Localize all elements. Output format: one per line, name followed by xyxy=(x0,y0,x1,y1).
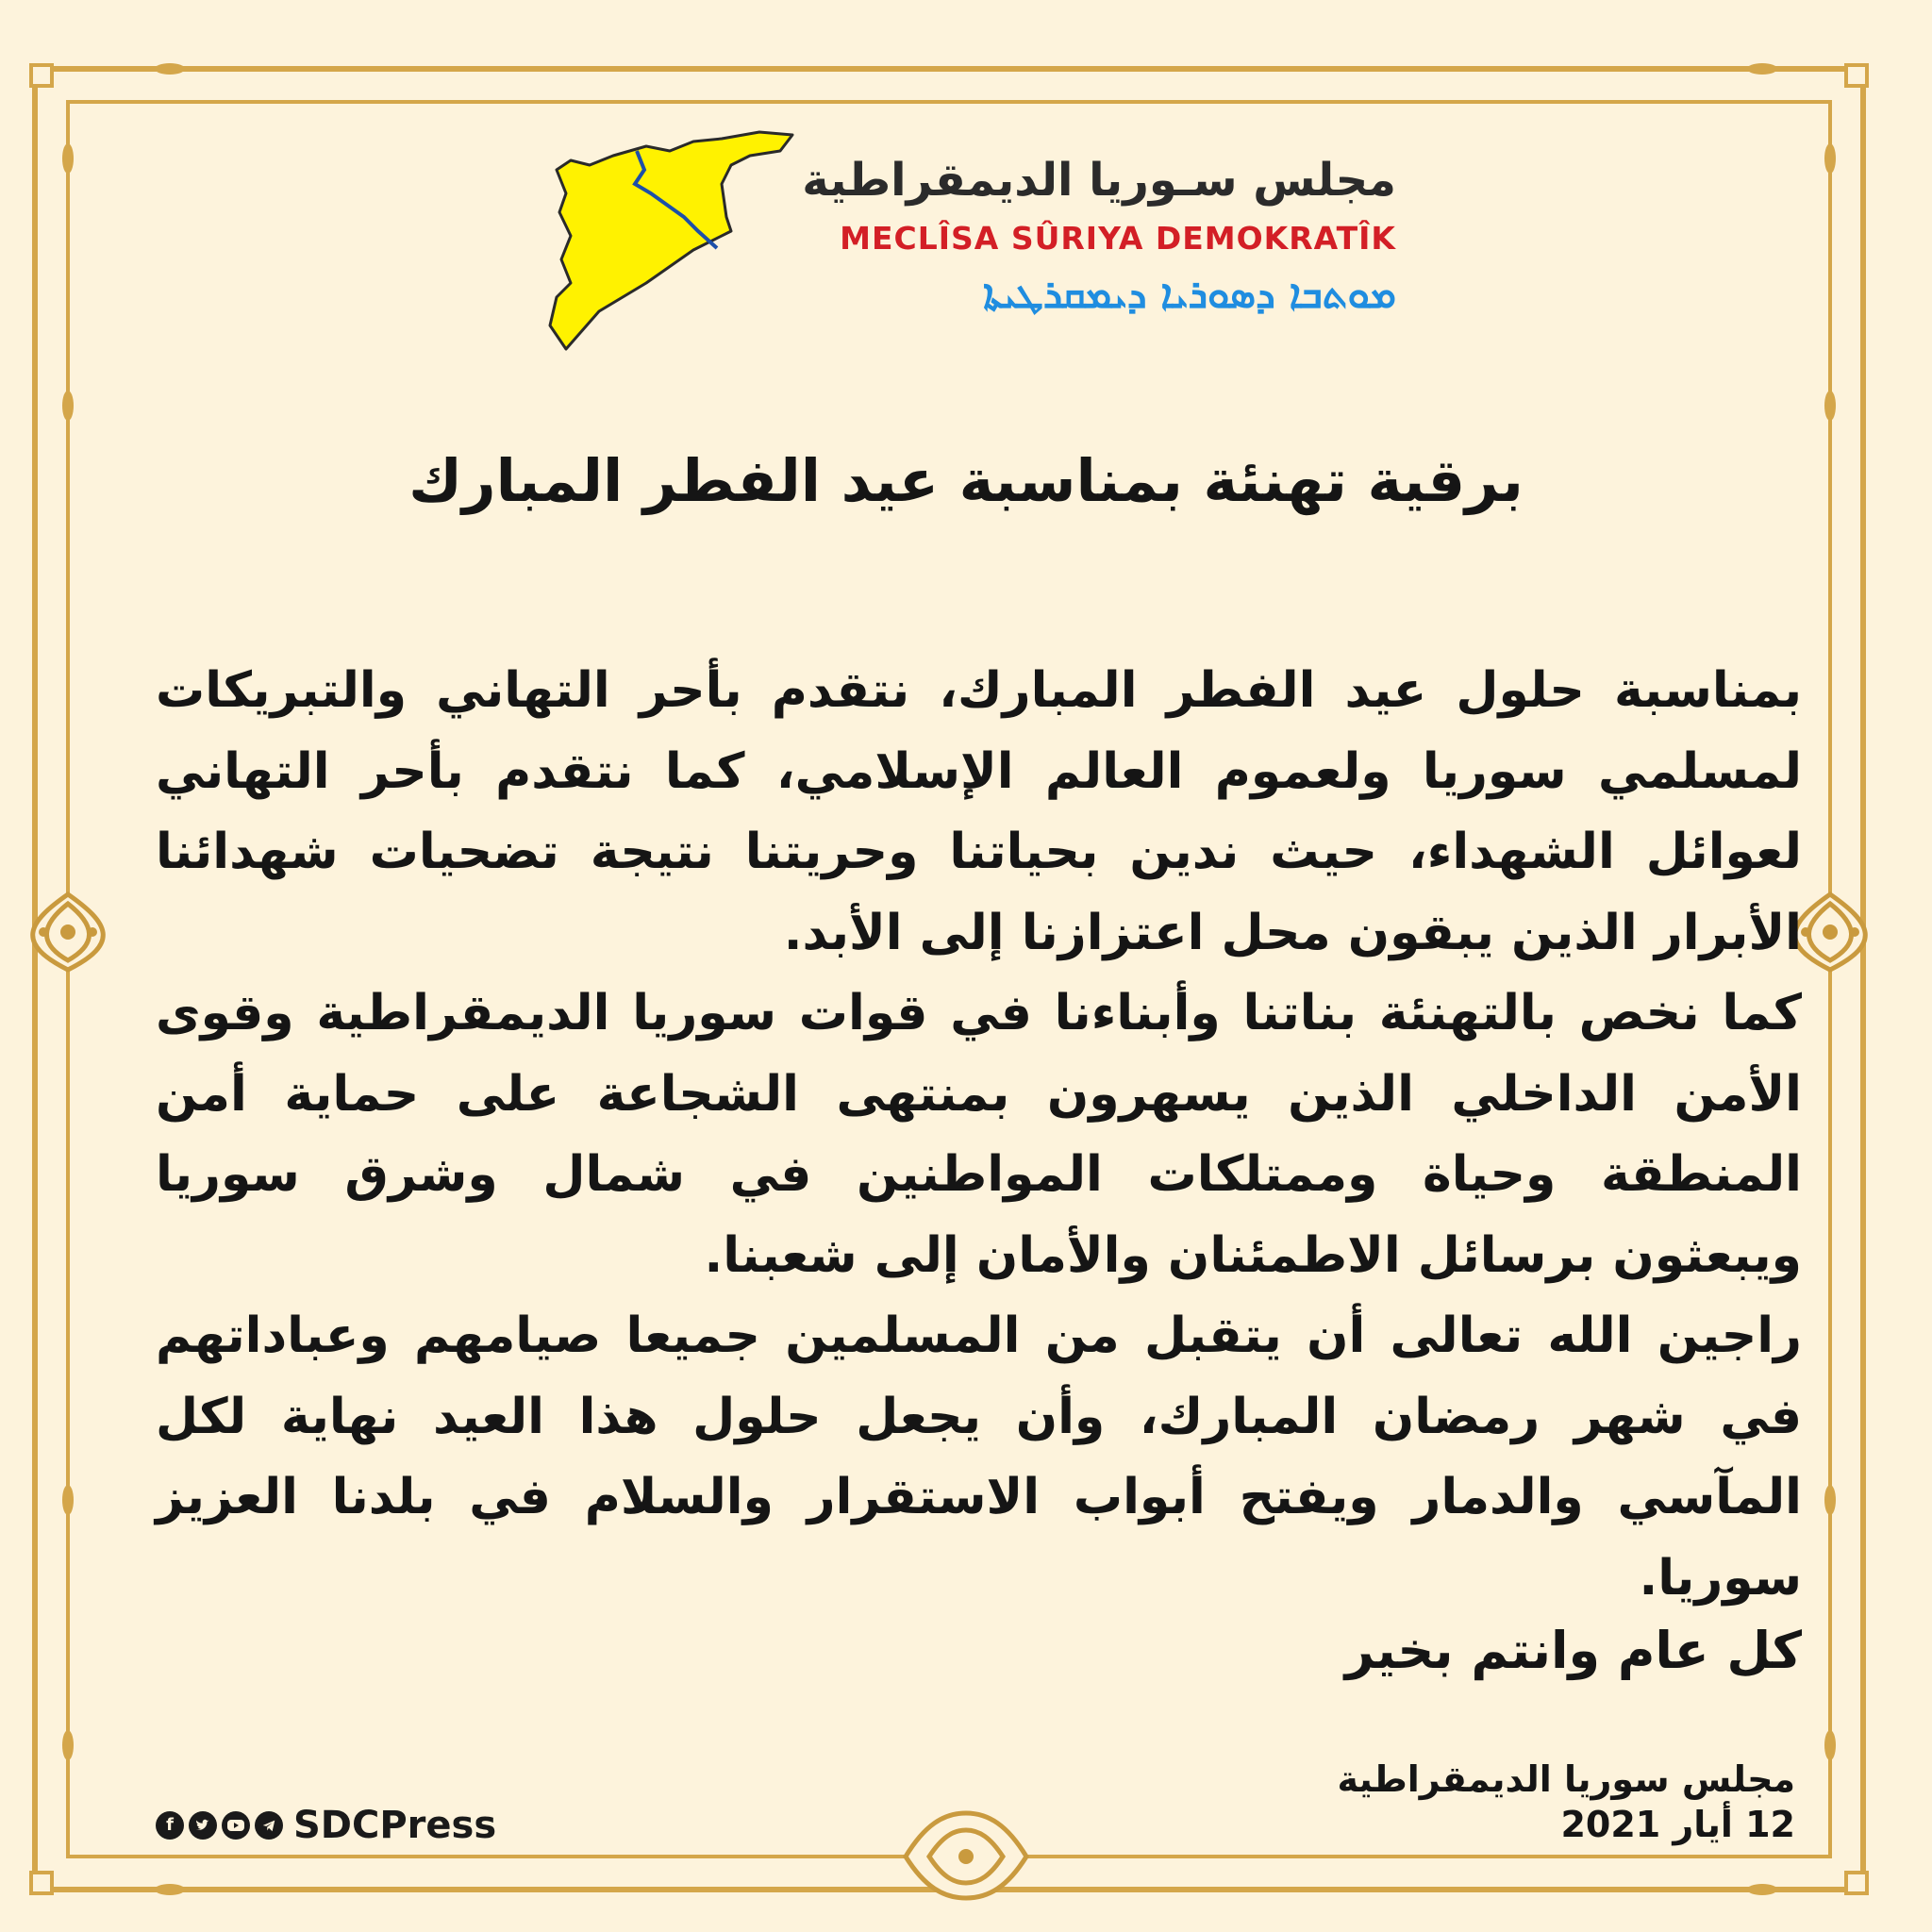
paragraph-3: راجين الله تعالى أن يتقبل من المسلمين جميعا صيامهم وعباداتهم في شهر رمضان المبارك، وأن يجعل حلول هذا العيد نهاية لكل المآسي والدمار ويفتح أبواب الاستقرار والسلام في بلدنا العزيز سوريا. xyxy=(156,1307,1802,1607)
social-footer xyxy=(156,1804,496,1847)
social-handle[interactable]: SDCPress xyxy=(293,1804,497,1847)
organization-logo-text xyxy=(802,151,1396,323)
message-body xyxy=(156,651,1802,1619)
syria-map-icon xyxy=(533,127,807,358)
twitter-icon[interactable] xyxy=(189,1811,217,1840)
logo-arabic-name: مجلس سـوريا الديمقراطية xyxy=(802,154,1396,207)
closing-greeting: كل عام وانتم بخير xyxy=(1344,1621,1802,1680)
signature-block xyxy=(1337,1757,1795,1847)
signature-date: 12 أيار 2021 xyxy=(1560,1804,1795,1845)
paragraph-2: كما نخص بالتهنئة بناتنا وأبناءنا في قوات سوريا الديمقراطية وقوى الأمن الداخلي الذين يسهرون بمنتهى الشجاعة على حماية أمن المنطقة وحياة وممتلكات المواطنين في شمال وشرق سوريا ويبعثون برسائل الاطمئنان والأمان إلى شعبنا. xyxy=(156,985,1802,1284)
paragraph-1: بمناسبة حلول عيد الفطر المبارك، نتقدم بأحر التهاني والتبريكات لمسلمي سوريا ولعموم العالم الإسلامي، كما نتقدم بأحر التهاني لعوائل الشهداء، حيث ندين بحياتنا وحريتنا نتيجة تضحيات شهدائنا الأبرار الذين يبقون محل اعتزازنا إلى الأبد. xyxy=(156,662,1802,961)
signature-org: مجلس سوريا الديمقراطية xyxy=(1337,1758,1795,1800)
logo-kurdish-name: MECLÎSA SÛRIYA DEMOKRATÎK xyxy=(840,220,1396,257)
page-title: برقية تهنئة بمناسبة عيد الفطر المبارك xyxy=(408,446,1524,515)
facebook-icon[interactable]: f xyxy=(156,1811,184,1840)
logo-syriac-name: ܡܘܬܒܐ ܕܣܘܪܝܐ ܕܝܡܩܪܛܝܬܐ xyxy=(983,271,1396,317)
telegram-icon[interactable] xyxy=(255,1811,283,1840)
youtube-icon[interactable] xyxy=(222,1811,250,1840)
